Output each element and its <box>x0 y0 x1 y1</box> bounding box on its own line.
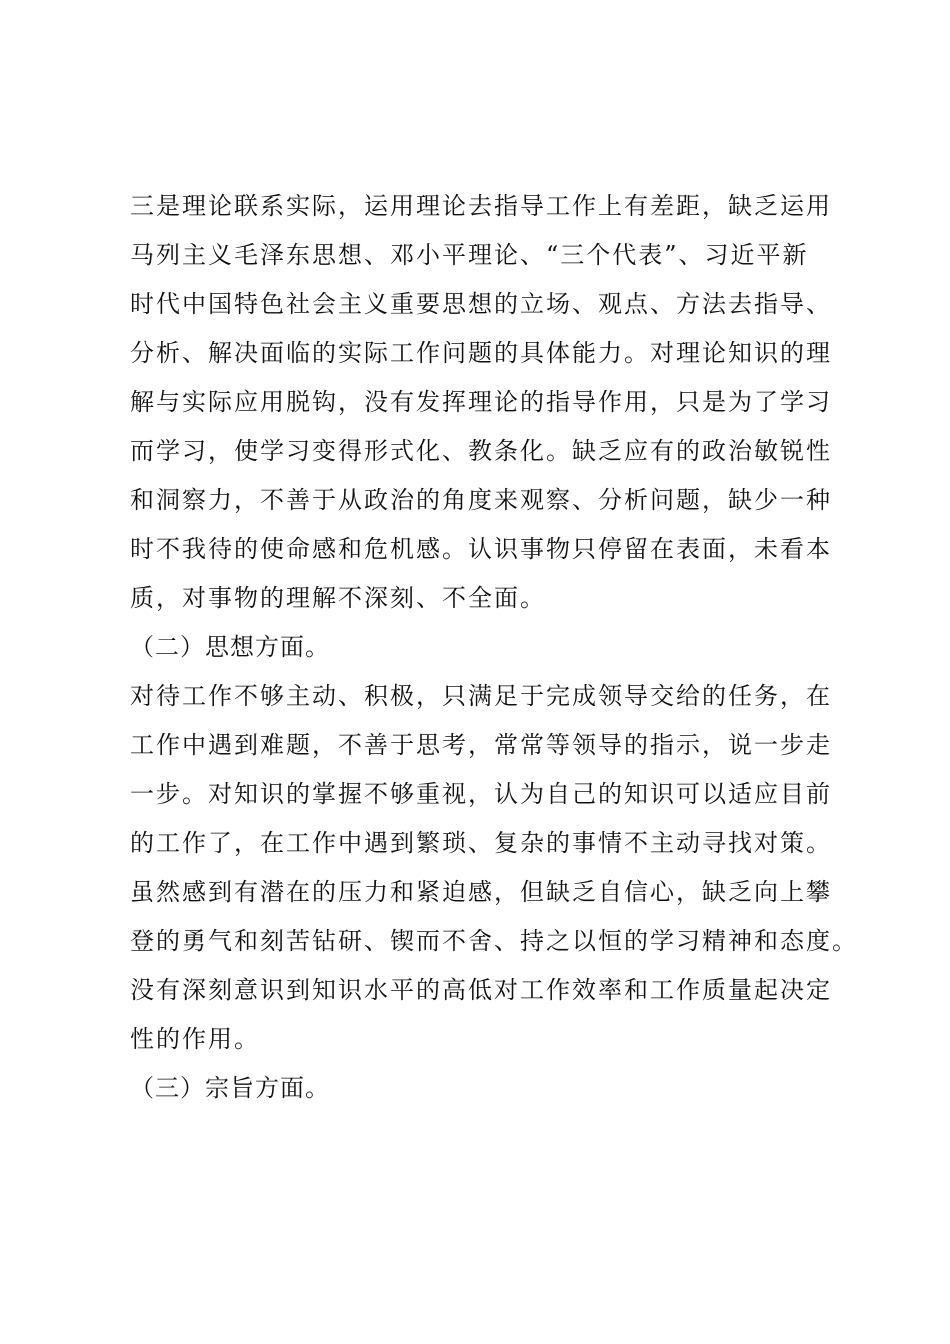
text-line: 工作中遇到难题，不善于思考，常常等领导的指示，说一步走 <box>130 731 832 759</box>
text-line: 而学习，使学习变得形式化、教条化。缺乏应有的政治敏锐性 <box>130 437 832 465</box>
text-line: 登的勇气和刻苦钻研、锲而不舍、持之以恒的学习精神和态度。 <box>130 927 858 955</box>
text-line: 和洞察力，不善于从政治的角度来观察、分析问题，缺少一种 <box>130 486 832 514</box>
paragraph-thought <box>130 672 858 1064</box>
paragraph-theory-practice <box>130 182 845 623</box>
text-line: 性的作用。 <box>130 1025 260 1053</box>
text-line: 对待工作不够主动、积极，只满足于完成领导交给的任务，在 <box>130 682 832 710</box>
text-line: 质，对事物的理解不深刻、不全面。 <box>130 584 546 612</box>
text-line: 一步。对知识的掌握不够重视，认为自己的知识可以适应目前 <box>130 780 832 808</box>
text-line: 的工作了，在工作中遇到繁琐、复杂的事情不主动寻找对策。 <box>130 829 832 857</box>
text-line: 时不我待的使命感和危机感。认识事物只停留在表面，未看本 <box>130 535 832 563</box>
text-line: 时代中国特色社会主义重要思想的立场、观点、方法去指导、 <box>130 290 832 318</box>
text-line: 虽然感到有潜在的压力和紧迫感，但缺乏自信心，缺乏向上攀 <box>130 878 832 906</box>
section-heading-purpose: （三）宗旨方面。 <box>130 1074 330 1102</box>
text-line: 三是理论联系实际，运用理论去指导工作上有差距，缺乏运用 <box>130 192 832 220</box>
text-line: 分析、解决面临的实际工作问题的具体能力。对理论知识的理 <box>130 339 832 367</box>
text-line: 解与实际应用脱钩，没有发挥理论的指导作用，只是为了学习 <box>130 388 832 416</box>
section-heading-thought: （二）思想方面。 <box>130 633 330 661</box>
text-line: 没有深刻意识到知识水平的高低对工作效率和工作质量起决定 <box>130 976 832 1004</box>
text-line: 马列主义毛泽东思想、邓小平理论、“三个代表”、习近平新 <box>130 241 809 269</box>
document-body <box>130 182 858 1113</box>
